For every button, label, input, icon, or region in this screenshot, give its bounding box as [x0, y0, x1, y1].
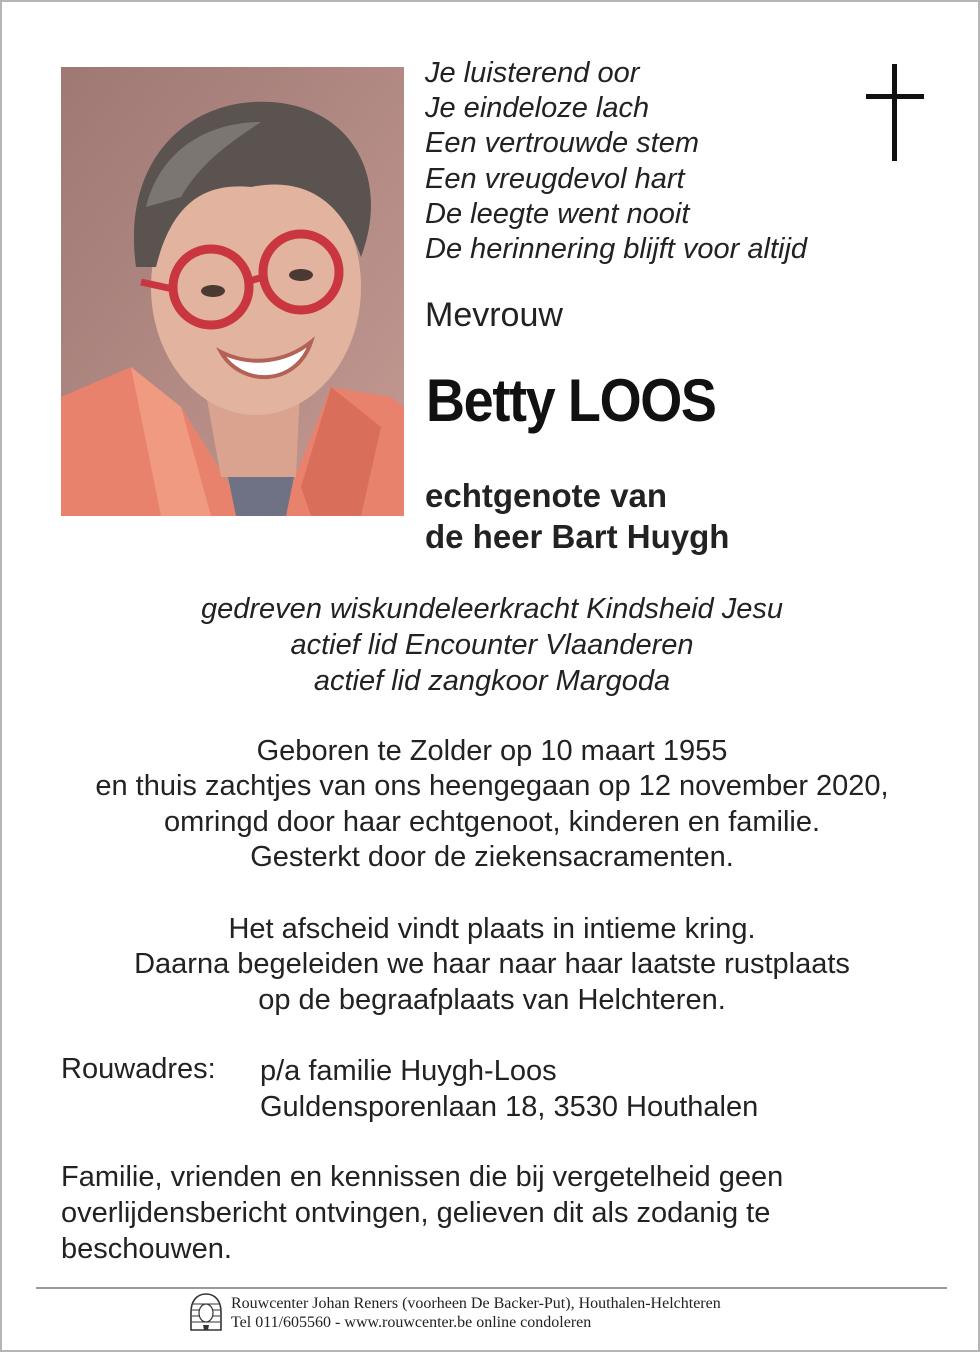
pharaoh-logo-icon: [188, 1292, 224, 1332]
address: [260, 1053, 758, 1125]
poem-line: Je luisterend oor: [425, 57, 640, 89]
footer-line: Tel 011/605560 - www.rouwcenter.be online condoleren: [231, 1314, 592, 1331]
life-line: omringd door haar echtgenoot, kinderen en familie.: [163, 805, 821, 838]
life-line: Geboren te Zolder op 10 maart 1955: [256, 735, 728, 767]
role-line: actief lid Encounter Vlaanderen: [290, 629, 694, 661]
role-line: gedreven wiskundeleerkracht Kindsheid Jesu: [201, 593, 783, 625]
poem: [425, 56, 807, 267]
address-label: Rouwadres:: [61, 1053, 216, 1085]
farewell-line: Daarna begeleiden we haar naar haar laatste rustplaats: [134, 948, 850, 981]
poem-line: De herinnering blijft voor altijd: [425, 233, 808, 266]
address-line: Guldensporenlaan 18, 3530 Houthalen: [260, 1091, 759, 1123]
address-line: p/a familie Huygh-Loos: [260, 1055, 557, 1087]
farewell-line: Het afscheid vindt plaats in intieme kring.: [228, 913, 756, 945]
farewell-info: [2, 912, 980, 1018]
life-line: en thuis zachtjes van ons heengegaan op 12 november 2020,: [95, 770, 889, 803]
notice-line: overlijdensbericht ontvingen, gelieven dit als zodanig te: [61, 1197, 771, 1229]
footer-line: Rouwcenter Johan Reners (voorheen De Backer-Put), Houthalen-Helchteren: [231, 1295, 721, 1312]
poem-line: Een vertrouwde stem: [425, 127, 700, 160]
poem-line: Een vreugdevol hart: [425, 162, 685, 195]
role-line: actief lid zangkoor Margoda: [313, 665, 671, 697]
portrait-photo: [61, 67, 404, 516]
life-dates: [2, 734, 980, 875]
poem-line: Je eindeloze lach: [425, 92, 650, 125]
notice-line: Familie, vrienden en kennissen die bij vergetelheid geen: [61, 1161, 784, 1193]
spouse-line: de heer Bart Huygh: [425, 518, 730, 555]
spouse-info: [425, 475, 729, 557]
farewell-line: op de begraafplaats van Helchteren.: [258, 983, 726, 1016]
footer: [231, 1294, 721, 1332]
footer-divider: [36, 1287, 947, 1289]
cross-icon: [866, 64, 924, 161]
life-line: Gesterkt door de ziekensacramenten.: [250, 840, 734, 873]
notice: [61, 1159, 783, 1267]
poem-line: De leegte went nooit: [425, 197, 690, 230]
notice-line: beschouwen.: [61, 1233, 232, 1265]
spouse-line: echtgenote van: [425, 477, 668, 514]
honorific: Mevrouw: [425, 296, 563, 334]
roles: [2, 591, 980, 699]
deceased-name: Betty LOOS: [426, 367, 716, 434]
